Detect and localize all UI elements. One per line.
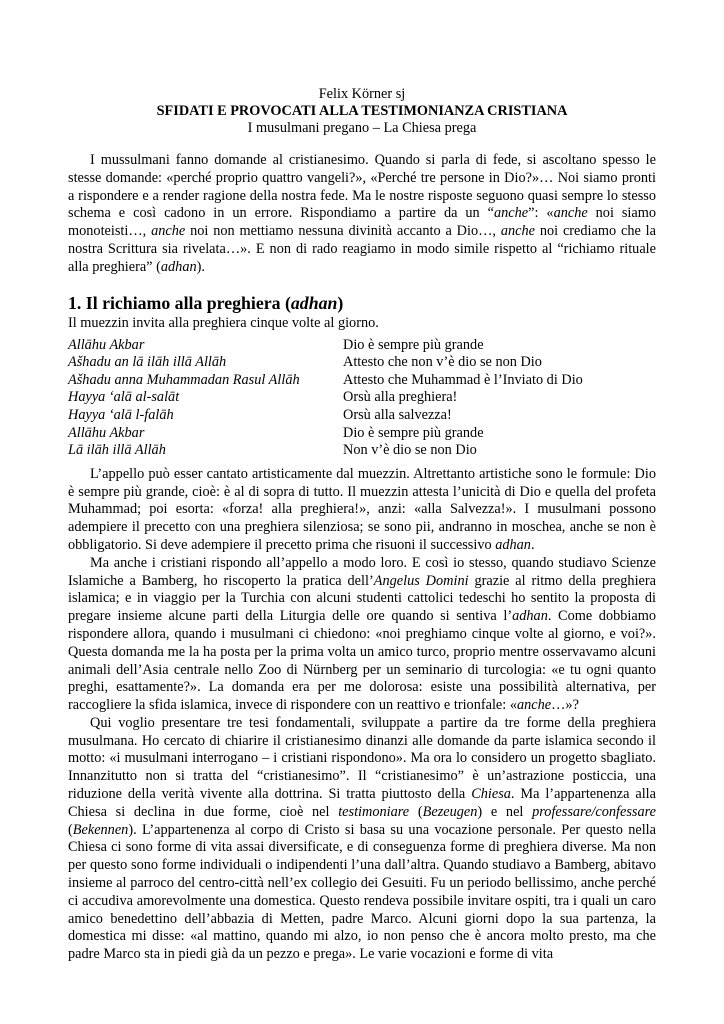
italian-translation: Orsù alla preghiera! (343, 389, 458, 406)
author-line: Felix Körner sj (318, 86, 406, 102)
italian-translation: Attesto che Muhammad è l’Inviato di Dio (343, 371, 583, 388)
italian-translation: Attesto che non v’è dio se non Dio (343, 354, 542, 371)
text-run: noi crediamo che la nostra Scrittura sia rivelata…». E non di rado reagiamo in modo simile rispetto al “richiamo rituale alla preghiera” ( (68, 223, 656, 275)
arabic-text: Hayya ‘alā al-salāt (68, 389, 180, 406)
text-run: grazie al ritmo della preghiera islamica; e in viaggio per la Turchia con alcuni studenti cattolici tedeschi ho sentito la proposta di pregare insieme alcune parti della Liturgia delle ore quando si sentiva l’ (68, 572, 656, 625)
text-run: Ma anche i cristiani rispondo all’appello a modo loro. E così io stesso, quando studiavo Scienze Islamiche a Bamberg, ho riscoperto la pratica dell’ (68, 554, 656, 589)
text-run: Qui voglio presentare tre tesi fondamentali, sviluppate a partire da tre forme della preghiera musulmana. Ho cercato di chiarire il cristianesimo dinanzi alle domande da parte islamica secondo il motto: «i musulmani interrogano – i cristiani rispondono». Ma ora lo considero un progetto sbagliato. Innanzitutto non si tratta del “cristianesimo”. Il “cristianesimo” è un’astrazione posticcia, una riduzione della verità vivente alla dottrina. Si tratta piuttosto della (68, 714, 656, 803)
emphasis: Angelus Domini (373, 572, 469, 589)
arabic-text: Allāhu Akbar (68, 336, 145, 353)
adhan-line (68, 337, 583, 355)
document-header (68, 86, 656, 137)
emphasis: testimoniare (338, 803, 410, 820)
adhan-line (68, 389, 583, 407)
emphasis: adhan (160, 258, 197, 275)
text-run: noi siamo monoteisti…, (68, 205, 657, 240)
text-run: . (530, 536, 535, 553)
text-run: ) e nel (477, 803, 533, 820)
text-run: L’appello può esser cantato artisticamente dal muezzin. Altrettanto artistiche sono le formule: Dio è sempre più grande, cioè: è al di sopra di tutto. Il muezzin attesta l’unicità di Dio e quella del profeta Muhammad; poi esorta: «forza! alla preghiera!», anzi: «alla Salvezza!». I musulmani possono adempiere il precetto con una preghiera silenziosa; se sono pii, andranno in moschea, anche se non è obbligatorio. Si deve adempiere il precetto prima che risuoni il successivo (68, 465, 656, 553)
adhan-table (68, 337, 583, 460)
adhan-line (68, 354, 583, 372)
adhan-line (68, 442, 583, 460)
arabic-text: Lā ilāh illā Allāh (68, 442, 166, 459)
heading-term: adhan (290, 292, 338, 313)
text-run: ”: « (528, 205, 554, 222)
emphasis: anche (553, 205, 588, 222)
text-run: ( (409, 803, 423, 820)
emphasis: adhan (512, 608, 548, 625)
arabic-text: Ašhadu anna Muhammadan Rasul Allāh (68, 371, 300, 388)
heading-text: 1. Il richiamo alla preghiera ( (68, 292, 291, 313)
text-run: …»? (551, 697, 579, 714)
emphasis: anche (500, 223, 535, 240)
document-subtitle: I musulmani pregano – La Chiesa prega (247, 120, 477, 136)
body-paragraph (68, 466, 656, 555)
text-run: ( (68, 821, 73, 838)
italian-translation: Non v’è dio se non Dio (343, 442, 477, 459)
emphasis: Chiesa (471, 786, 511, 803)
intro-paragraph (68, 152, 656, 277)
text-run: . Ma l’appartenenza alla Chiesa si declina in due forme, cioè nel (68, 786, 657, 820)
arabic-text: Ašhadu an lā ilāh illā Allāh (68, 354, 227, 371)
heading-text: ) (337, 292, 344, 313)
italian-translation: Dio è sempre più grande (343, 424, 484, 441)
emphasis: professare/confessare (532, 803, 657, 820)
text-run: I mussulmani fanno domande al cristianesimo. Quando si parla di fede, si ascoltano spesso le stesse domande: «perché proprio quattro vangeli?», «Perché tre persone in Dio?»… Noi siamo pronti a rispondere e a render ragione della nostra fede. Ma le nostre risposte seguono quasi sempre lo stesso schema e così cadono in un errore. Rispondiamo a partire da un “ (68, 152, 656, 222)
body-paragraph (68, 715, 656, 964)
section-subline: Il muezzin invita alla preghiera cinque volte al giorno. (68, 314, 379, 331)
emphasis: adhan (495, 536, 531, 553)
document-title: SFIDATI E PROVOCATI ALLA TESTIMONIANZA CRISTIANA (156, 103, 568, 119)
emphasis: anche (516, 697, 552, 714)
text-run: noi non mettiamo nessuna divinità accanto a Dio…, (185, 223, 501, 240)
adhan-line (68, 425, 583, 443)
text-run: . Come dobbiamo rispondere allora, quando i musulmani ci chiedono: «noi preghiamo cinque volte al giorno, e voi?». Questa domanda me la ha posta per la prima volta un amico turco, proprio mentre osservavamo alcuni animali dell’Asia centrale nello Zoo di Nürnberg per un seminario di turcologia: «e tu ogni quanto preghi, esattamente?». La domanda era per me dolorosa: esiste una possibilità alternativa, per raccogliere la sfida islamica, invece di rispondere con un reattivo e trionfale: « (68, 608, 656, 714)
emphasis: Bezeugen (422, 803, 478, 820)
text-run: ). L’appartenenza al corpo di Cristo si basa su una vocazione personale. Per questo nella Chiesa ci sono forme di vita assai diversificate, e di conseguenza forme di preghiera diverse. Ma non per questo sono forme individuali o indipendenti l’una dall’altra. Quando studiavo a Bamberg, abitavo insieme al parroco del centro-città nell’ex collegio dei Gesuiti. Fu un periodo bellissimo, anche perché ci accudiva amorevolmente una domestica. Questo rendeva possibile invitare ospiti, tra i quali un caro amico benedettino dell’abbazia di Metten, padre Marco. Alcuni giorni dopo la sua partenza, la domestica mi disse: «al mattino, quando mi alzo, io non penso che è ancora molto presto, ma che padre Marco sta in piedi già da un pezzo e prega». Le varie vocazioni e forme di vita (68, 821, 656, 963)
italian-translation: Dio è sempre più grande (343, 336, 484, 353)
arabic-text: Hayya ‘alā l-falāh (68, 406, 174, 423)
emphasis: anche (494, 205, 529, 222)
italian-translation: Orsù alla salvezza! (343, 406, 452, 423)
emphasis: Bekennen (72, 821, 129, 838)
body-paragraph (68, 555, 656, 715)
section-heading (68, 293, 656, 314)
emphasis: anche (151, 223, 186, 240)
adhan-line (68, 372, 583, 390)
text-run: ). (196, 258, 205, 275)
arabic-text: Allāhu Akbar (68, 424, 145, 441)
adhan-line (68, 407, 583, 425)
